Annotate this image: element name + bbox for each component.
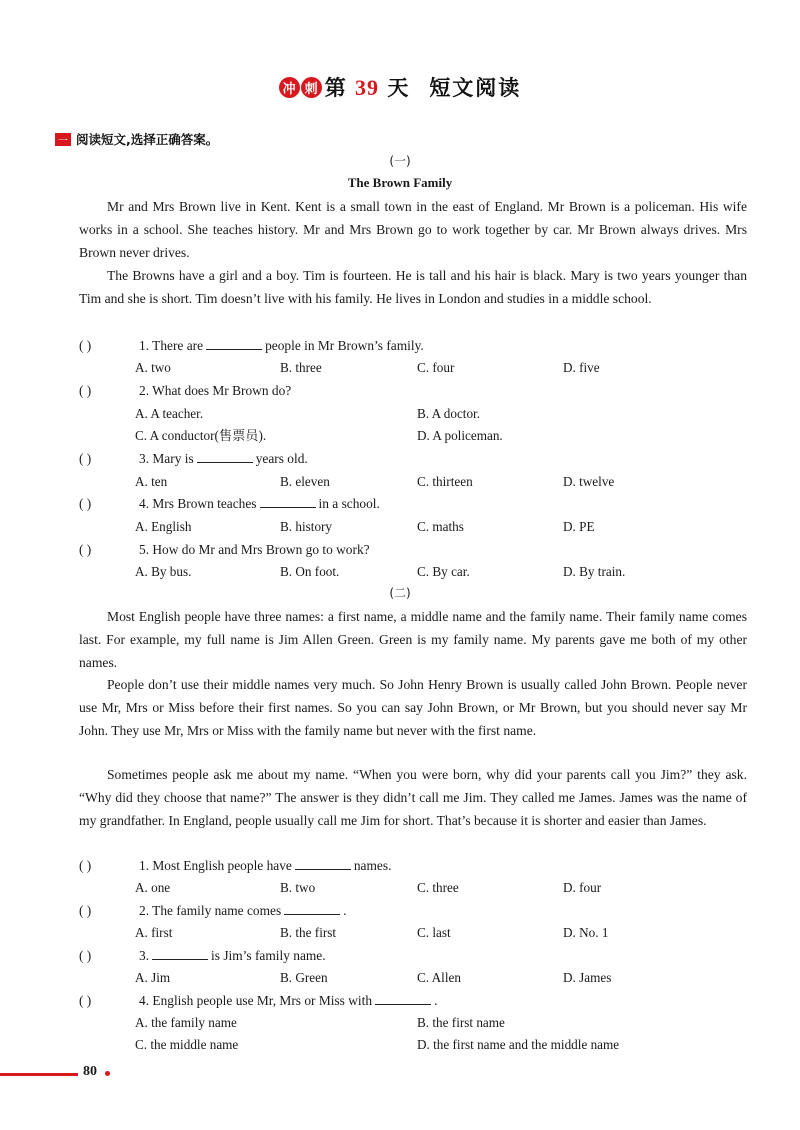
sprint-badge <box>279 77 323 98</box>
option[interactable]: A. the family name <box>135 1015 237 1030</box>
answer-paren[interactable]: ( ) <box>79 903 92 918</box>
answer-paren[interactable]: ( ) <box>79 451 92 466</box>
answer-paren[interactable]: ( ) <box>79 858 92 873</box>
option[interactable]: D. By train. <box>563 564 626 579</box>
question-row <box>79 945 326 967</box>
option[interactable]: B. three <box>280 360 322 375</box>
option[interactable]: C. A conductor(售票员). <box>135 428 267 443</box>
answer-blank[interactable] <box>152 946 208 960</box>
answer-paren[interactable]: ( ) <box>79 948 92 963</box>
question-text-after: is Jim’s family name. <box>211 948 326 963</box>
question-row <box>79 380 291 402</box>
answer-paren[interactable]: ( ) <box>79 993 92 1008</box>
footer-rule <box>0 1073 78 1076</box>
passage-1-paragraph: Mr and Mrs Brown live in Kent. Kent is a small town in the east of England. Mr Brown is a policeman. His wife works in a school. She teaches history. Mr and Mrs Brown go to work together by car. Mr Brown always drives. Mrs Brown never drives. <box>79 199 747 260</box>
option[interactable]: B. two <box>280 880 316 895</box>
section-header <box>55 130 218 148</box>
day-suffix: 天 <box>387 76 410 100</box>
option[interactable]: C. four <box>417 360 455 375</box>
section-marker: 一 <box>55 133 71 146</box>
option[interactable]: D. James <box>563 970 612 985</box>
option[interactable]: B. On foot. <box>280 564 340 579</box>
bullet-dot-icon <box>105 1071 110 1076</box>
page-header <box>0 72 800 106</box>
question-text-after: in a school. <box>318 496 380 511</box>
question-text-after: . <box>434 993 438 1008</box>
question-text-after: people in Mr Brown’s family. <box>265 338 424 353</box>
option[interactable]: B. Green <box>280 970 328 985</box>
answer-blank[interactable] <box>260 494 316 508</box>
option[interactable]: C. Allen <box>417 970 461 985</box>
option[interactable]: C. last <box>417 925 451 940</box>
question-text: 3. Mary is <box>139 451 194 466</box>
question-text: 4. English people use Mr, Mrs or Miss with <box>139 993 373 1008</box>
question-row <box>79 900 347 922</box>
day-label <box>325 72 410 102</box>
question-text-after: years old. <box>255 451 308 466</box>
question-text: 4. Mrs Brown teaches <box>139 496 257 511</box>
option[interactable]: C. three <box>417 880 459 895</box>
option[interactable]: C. the middle name <box>135 1037 239 1052</box>
question-row <box>79 990 437 1012</box>
option[interactable]: D. four <box>563 880 602 895</box>
option[interactable]: D. A policeman. <box>417 428 503 443</box>
question-row <box>79 539 370 561</box>
answer-paren[interactable]: ( ) <box>79 542 92 557</box>
option[interactable]: B. A doctor. <box>417 406 481 421</box>
option[interactable]: B. the first name <box>417 1015 505 1030</box>
passage-2-paragraph: Sometimes people ask me about my name. “When you were born, why did your parents call you Jim?” they ask. “Why did they choose that name?” The answer is they didn’t call me Jim. They called me James. James was the name of my grandfather. In England, people usually call me Jim for short. That’s because it is shorter and easier than James. <box>79 767 747 828</box>
day-number: 39 <box>355 75 379 100</box>
answer-blank[interactable] <box>197 449 253 463</box>
option[interactable]: A. A teacher. <box>135 406 204 421</box>
passage-2-paragraph: People don’t use their middle names very much. So John Henry Brown is usually called John Brown. People never use Mr, Mrs or Miss before their first names. So you can say John Brown, or Mr Brown, but you should never say Mr John. They use Mr, Mrs or Miss with the family name but never with the first name. <box>79 677 747 738</box>
question-row <box>79 335 424 357</box>
answer-paren[interactable]: ( ) <box>79 496 92 511</box>
option[interactable]: B. eleven <box>280 474 330 489</box>
badge-char-1: 冲 <box>279 77 300 98</box>
question-text: 2. The family name comes <box>139 903 282 918</box>
answer-paren[interactable]: ( ) <box>79 338 92 353</box>
option[interactable]: C. By car. <box>417 564 470 579</box>
option[interactable]: D. twelve <box>563 474 615 489</box>
option[interactable]: C. maths <box>417 519 464 534</box>
question-text: 3. <box>139 948 150 963</box>
option[interactable]: B. history <box>280 519 333 534</box>
passage-2-number: (二) <box>389 586 411 600</box>
passage-2-paragraph: Most English people have three names: a first name, a middle name and the family name. Their family name comes last. For example, my full name is Jim Allen Green. Green is my family name. My parents gave me both of my other names. <box>79 609 747 670</box>
option[interactable]: A. two <box>135 360 171 375</box>
question-text: 1. There are <box>139 338 204 353</box>
passage-1-paragraph: The Browns have a girl and a boy. Tim is fourteen. He is tall and his hair is black. Mary is two years younger than Tim and she is short. Tim doesn’t live with his family. He lives in London and studies in a middle school. <box>79 268 747 306</box>
passage-1-title: The Brown Family <box>347 175 453 190</box>
question-row <box>79 855 391 877</box>
option[interactable]: A. ten <box>135 474 168 489</box>
option[interactable]: A. first <box>135 925 173 940</box>
option[interactable]: C. thirteen <box>417 474 473 489</box>
answer-blank[interactable] <box>295 856 351 870</box>
page-title: 短文阅读 <box>429 76 522 100</box>
answer-blank[interactable] <box>375 991 431 1005</box>
answer-blank[interactable] <box>206 336 262 350</box>
option[interactable]: D. PE <box>563 519 595 534</box>
option[interactable]: D. No. 1 <box>563 925 609 940</box>
option[interactable]: A. one <box>135 880 171 895</box>
answer-paren[interactable]: ( ) <box>79 383 92 398</box>
question-text: 5. How do Mr and Mrs Brown go to work? <box>139 542 370 557</box>
section-instruction: 阅读短文,选择正确答案。 <box>76 132 219 147</box>
page-number: 80 <box>83 1064 97 1079</box>
option[interactable]: B. the first <box>280 925 337 940</box>
question-text-after: names. <box>353 858 392 873</box>
option[interactable]: A. English <box>135 519 192 534</box>
question-text: 1. Most English people have <box>139 858 292 873</box>
question-text: 2. What does Mr Brown do? <box>139 383 292 398</box>
passage-1-number: (一) <box>389 154 411 168</box>
question-text-after: . <box>343 903 347 918</box>
option[interactable]: D. five <box>563 360 600 375</box>
option[interactable]: A. By bus. <box>135 564 192 579</box>
answer-blank[interactable] <box>284 901 340 915</box>
day-prefix: 第 <box>324 76 347 100</box>
badge-char-2: 刺 <box>301 77 322 98</box>
question-row <box>79 493 380 515</box>
option[interactable]: A. Jim <box>135 970 171 985</box>
option[interactable]: D. the first name and the middle name <box>417 1037 620 1052</box>
question-row <box>79 448 308 470</box>
